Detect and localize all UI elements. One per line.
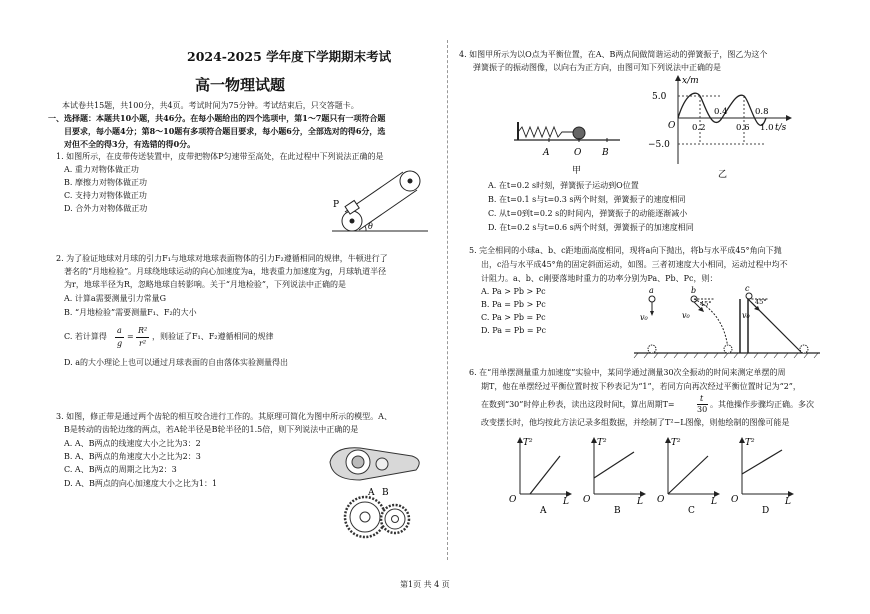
graph-option-b (582, 434, 652, 516)
q5-option-d: D. Pa = Pb = Pc (481, 326, 546, 335)
graph-label-c: C (688, 506, 695, 516)
tick-0-2: 0.2 (692, 123, 706, 133)
q5-option-a: A. Pa > Pb > Pc (481, 287, 546, 296)
axis-t2: T² (745, 438, 755, 448)
graph-option-d (730, 434, 800, 516)
tick-0-4: 0.4 (714, 107, 728, 117)
q2-stem-line1: 2. 为了验证地球对月球的引力F₁与地球对地球表面物体的引力F₂遵循相同的规律，牛顿进行了 (56, 254, 388, 263)
label-ball-c: c (745, 284, 750, 293)
q1-option-b: B. 摩擦力对物体做正功 (64, 178, 147, 187)
period-fraction-denominator: 30 (697, 405, 708, 414)
q6-stem-line3b: 。其他操作步骤均正确。多次 (710, 400, 814, 409)
tick-1-0: 1.0 (760, 123, 774, 133)
label-yi: 乙 (718, 170, 728, 180)
q5-option-b: B. Pa = Pb > Pc (481, 300, 546, 309)
q5-option-c: C. Pa > Pb = Pc (481, 313, 546, 322)
q4-option-c: C. 从t=0到t=0.2 s的时间内，弹簧振子的动能逐渐减小 (488, 209, 688, 218)
fraction-bar (136, 337, 149, 338)
fraction-r2-numerator: R² (138, 326, 148, 335)
q5-stem-line2: 出，c沿与水平成45°角的固定斜面运动，如图。三者初速度大小相同，运动过程中均不 (481, 260, 788, 269)
label-45-c: 45° (755, 298, 767, 306)
tick-0-8: 0.8 (755, 107, 769, 117)
axis-t2: T² (523, 438, 533, 448)
q5-stem-line3: 计阻力。a、b、c刚要落地时重力的功率分别为Pa、Pb、Pc，则： (481, 274, 718, 283)
axis-l: L (637, 497, 643, 507)
label-p: P (333, 200, 340, 210)
section1-line2: 目要求，每小题4分；第8～10题有多项符合题目要求，每小题6分，全部选对的得6分，选 (64, 126, 386, 136)
label-a: A (543, 148, 550, 158)
tick-origin: O (668, 121, 676, 131)
q1-option-d: D. 合外力对物体做正功 (64, 204, 148, 213)
q3-option-b: B. A、B两点的角速度大小之比为2：3 (64, 452, 201, 461)
intro-text: 本试卷共15题，共100分，共4页。考试时间为75分钟。考试结束后，只交答题卡。 (62, 101, 359, 110)
label-45-b: 45° (700, 300, 712, 308)
q4-option-b: B. 在t=0.1 s与t=0.3 s两个时刻，弹簧振子的速度相同 (488, 195, 686, 204)
fraction-bar (115, 337, 124, 338)
graph-label-b: B (614, 506, 621, 516)
q6-stem-line2: 期T，他在单摆经过平衡位置时按下秒表记为“1”，若同方向再次经过平衡位置时记为“2”， (481, 382, 801, 391)
q1-stem: 1. 如图所示，在皮带传送装置中，皮带把物体P匀速带至高处，在此过程中下列说法正确的是 (56, 152, 384, 161)
tick-0-6: 0.6 (736, 123, 750, 133)
correction-tape-figure (320, 440, 430, 558)
label-b: B (602, 148, 609, 158)
label-ball-b: b (691, 286, 697, 295)
q2-option-b: B. “月地检验”需要测量F₁、F₂的大小 (64, 308, 197, 317)
q3-option-d: D. A、B两点的向心加速度大小之比为1：1 (64, 479, 218, 488)
q2-option-d: D. a的大小理论上也可以通过月球表面的自由落体实验测量得出 (64, 358, 288, 367)
q4-option-a: A. 在t=0.2 s时刻，弹簧振子运动到O位置 (488, 181, 639, 190)
spring-oscillator-figure (512, 118, 628, 178)
section1-line1: 一、选择题：本题共10小题，共46分。在每小题给出的四个选项中，第1～7题只有一项符合题 (48, 113, 386, 123)
q1-option-c: C. 支持力对物体做正功 (64, 191, 147, 200)
axis-l: L (563, 497, 569, 507)
q2-option-c-prefix: C. 若计算得 (64, 332, 107, 341)
q3-option-c: C. A、B两点的周期之比为2：3 (64, 465, 177, 474)
axis-origin: O (657, 495, 665, 505)
label-ball-a: a (649, 286, 654, 295)
page-number: 第1页 共 4 页 (400, 580, 450, 589)
q2-stem-line3: 为r，地球半径为R，忽略地球自转影响。关于“月地检验”，下列说法中正确的是 (64, 280, 347, 289)
q4-option-d: D. 在t=0.2 s与t=0.6 s两个时刻，弹簧振子的加速度相同 (488, 223, 694, 232)
axis-origin: O (731, 495, 739, 505)
label-theta: θ (368, 222, 373, 231)
axis-t2: T² (597, 438, 607, 448)
q4-stem-line2: 弹簧振子的振动图像，以向右为正方向，由图可知下列说法中正确的是 (473, 63, 721, 72)
tick-minus-5: −5.0 (648, 140, 670, 150)
axis-origin: O (509, 495, 517, 505)
graph-option-c (656, 434, 726, 516)
q4-stem-line1: 4. 如图甲所示为以O点为平衡位置，在A、B两点间做简谐运动的弹簧振子，图乙为这个 (459, 50, 768, 59)
axis-t2: T² (671, 438, 681, 448)
label-jia: 甲 (572, 166, 582, 176)
q2-stem-line2: 著名的“月地检验”。月球绕地球运动的向心加速度为a，地表重力加速度为g，月球轨道半径 (64, 267, 387, 276)
conveyor-belt-figure (330, 163, 430, 235)
axis-l: L (711, 497, 717, 507)
column-divider (447, 40, 448, 560)
axis-t-label: t/s (775, 123, 787, 133)
q3-option-a: A. A、B两点的线速度大小之比为3：2 (64, 439, 201, 448)
vibration-graph (648, 74, 798, 182)
fraction-a-numerator: a (117, 326, 122, 335)
equals-sign: = (127, 332, 134, 341)
three-balls-figure (632, 283, 822, 361)
label-v0-b: v₀ (682, 311, 690, 320)
q6-stem-line4: 改变摆长时，他均按此方法记录多组数据，并绘制了T²−L图像，则他绘制的图像可能是 (481, 418, 790, 427)
label-o: O (574, 148, 582, 158)
gear-b-icon (381, 505, 409, 533)
q5-stem-line1: 5. 完全相同的小球a、b、c距地面高度相同，现将a向下抛出，将b与水平成45°角向下抛 (469, 246, 782, 255)
label-v0-c: v₀ (742, 311, 750, 320)
q1-option-a: A. 重力对物体做正功 (64, 165, 139, 174)
axis-l: L (785, 497, 791, 507)
axis-y-label: x/m (682, 76, 699, 86)
exam-title: 2024-2025 学年度下学期期末考试 (187, 49, 392, 64)
label-gear-a: A (368, 488, 375, 498)
graph-option-a (508, 434, 578, 516)
section1-line3: 对但不全的得3分，有选错的得0分。 (64, 139, 196, 149)
q3-stem-line2: B是转动的齿轮边缘的两点，若A轮半径是B轮半径的1.5倍，则下列说法中正确的是 (64, 425, 359, 434)
fraction-r2-denominator: r² (139, 339, 147, 348)
q6-stem-line3a: 在数到“30”时停止秒表，读出这段时间t，算出周期T= (481, 400, 675, 409)
q3-stem-line1: 3. 如图，修正带是通过两个齿轮的相互咬合进行工作的。其原理可简化为图中所示的模型。A、 (56, 412, 392, 421)
subject-title: 高一物理试题 (195, 76, 286, 94)
period-fraction-numerator: t (700, 394, 704, 403)
q2-option-c-suffix: ，则验证了F₁、F₂遵循相同的规律 (152, 332, 274, 341)
q6-stem-line1: 6. 在“用单摆测量重力加速度”实验中，某同学通过测量30次全振动的时间来测定单摆的周 (469, 368, 786, 377)
fraction-g-denominator: g (117, 339, 123, 348)
q2-option-a: A. 计算a需要测量引力常量G (64, 294, 167, 303)
label-v0-a: v₀ (640, 313, 648, 322)
graph-label-d: D (762, 506, 770, 516)
graph-label-a: A (540, 506, 547, 516)
axis-origin: O (583, 495, 591, 505)
gear-a-icon (345, 497, 385, 537)
tick-5: 5.0 (652, 92, 667, 102)
label-gear-b: B (382, 488, 389, 498)
